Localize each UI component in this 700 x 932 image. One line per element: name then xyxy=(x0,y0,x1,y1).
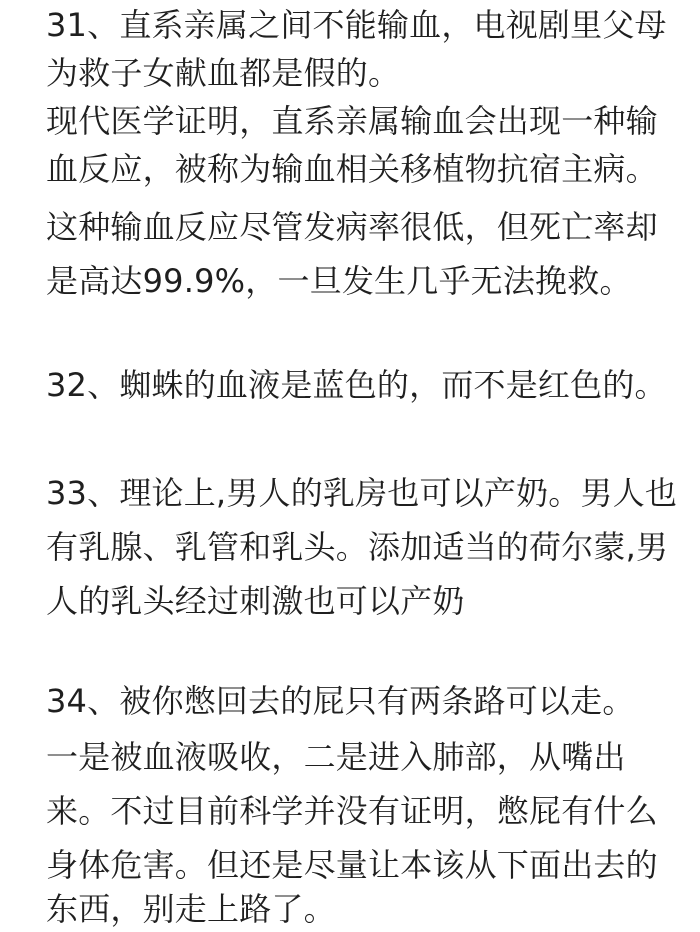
text-line: 为救子女献血都是假的。 xyxy=(46,54,401,92)
text-line: 32、蜘蛛的血液是蓝色的，而不是红色的。 xyxy=(46,366,667,404)
text-line: 一是被血液吸收，二是进入肺部，从嘴出 xyxy=(46,738,626,776)
text-line: 33、理论上,男人的乳房也可以产奶。男人也 xyxy=(46,474,678,512)
text-line: 东西，别走上路了。 xyxy=(46,890,336,928)
text-line: 是高达99.9%，一旦发生几乎无法挽救。 xyxy=(46,262,632,300)
text-line: 这种输血反应尽管发病率很低，但死亡率却 xyxy=(46,208,658,246)
text-line: 人的乳头经过刺激也可以产奶 xyxy=(46,582,465,620)
text-line: 血反应，被称为输血相关移植物抗宿主病。 xyxy=(46,150,658,188)
text-line: 34、被你憋回去的屁只有两条路可以走。 xyxy=(46,682,635,720)
text-line: 身体危害。但还是尽量让本该从下面出去的 xyxy=(46,846,658,884)
text-line: 现代医学证明，直系亲属输血会出现一种输 xyxy=(46,102,658,140)
text-line: 31、直系亲属之间不能输血，电视剧里父母 xyxy=(46,6,667,44)
text-line: 有乳腺、乳管和乳头。添加适当的荷尔蒙,男 xyxy=(46,528,669,566)
text-line: 来。不过目前科学并没有证明，憋屁有什么 xyxy=(46,792,658,830)
